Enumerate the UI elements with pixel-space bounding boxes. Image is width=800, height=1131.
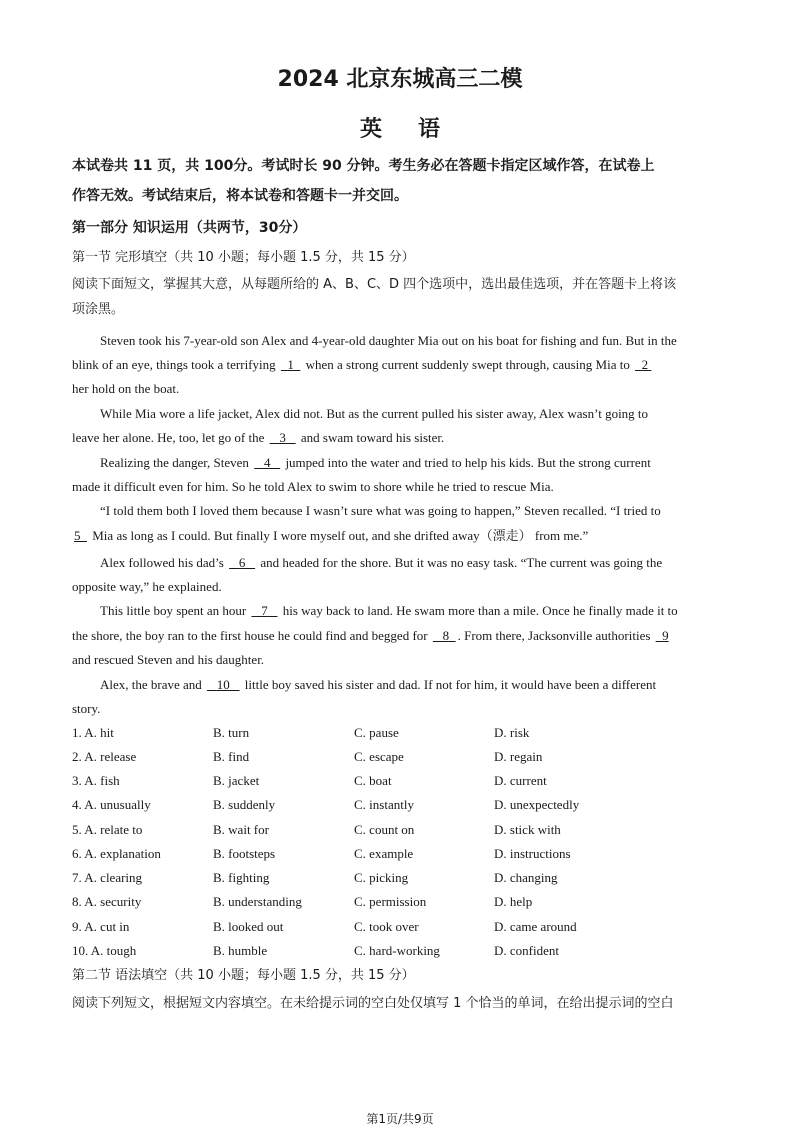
blank-3: 3 <box>279 430 286 445</box>
option-c: C. count on <box>354 822 415 837</box>
option-d: D. changing <box>494 870 558 885</box>
option-d: D. confident <box>494 943 559 958</box>
option-d: D. regain <box>494 749 543 764</box>
option-b: B. turn <box>213 725 250 740</box>
option-c: C. took over <box>354 919 419 934</box>
option-c: C. escape <box>354 749 404 764</box>
option-b: B. humble <box>213 943 268 958</box>
option-b: B. jacket <box>213 773 260 788</box>
option-b: B. suddenly <box>213 797 276 812</box>
passage-p5-line-2: opposite way,” he explained. <box>72 579 222 594</box>
option-c: C. picking <box>354 870 409 885</box>
option-a: 3. A. fish <box>72 773 120 788</box>
option-a: 8. A. security <box>72 894 142 909</box>
passage-p3-line-2: made it difficult even for him. So he told Alex to swim to shore while he tried to rescue Mia. <box>72 479 554 494</box>
passage-text: when a strong current suddenly swept through, causing Mia to <box>302 357 634 372</box>
blank-1: 1 <box>287 357 294 372</box>
blank-4: 4 <box>263 455 271 470</box>
passage-p6-line-3: and rescued Steven and his daughter. <box>72 652 265 667</box>
option-b: B. understanding <box>213 894 302 909</box>
option-c: C. example <box>354 846 414 861</box>
option-b: B. wait for <box>213 822 269 837</box>
passage-text: jumped into the water and tried to help his kids. But the strong current <box>282 455 651 470</box>
option-c: C. permission <box>354 894 427 909</box>
part1-heading: 第一部分 知识运用（共两节，30分） <box>72 220 307 236</box>
option-d: D. risk <box>494 725 530 740</box>
passage-text: and swam toward his sister. <box>297 430 445 445</box>
instructions-line-1: 本试卷共 11 页，共 100分。考试时长 90 分钟。考生务必在答题卡指定区域作答，在试卷上 <box>72 158 655 174</box>
option-a: 4. A. unusually <box>72 797 151 812</box>
passage-p6-line-1 <box>100 603 678 619</box>
option-b: B. footsteps <box>213 846 276 861</box>
passage-p4-line-1: “I told them both I loved them because I wasn’t sure what was going to happen,” Steven recalled. “I tried to <box>100 503 661 518</box>
passage-text: the shore, the boy ran to the first house he could find and begged for <box>72 628 431 643</box>
passage-text: Alex followed his dad’s <box>100 555 228 570</box>
page-title: 2024 北京东城高三二模 <box>277 67 523 92</box>
passage-p1-line-1: Steven took his 7-year-old son Alex and 4-year-old daughter Mia out on his boat for fishing and fun. But in the <box>100 333 677 348</box>
passage-text: This little boy spent an hour <box>100 603 250 618</box>
passage-p7-line-1 <box>100 677 656 693</box>
blank-5: 5 <box>74 528 81 543</box>
blank-10: 10 <box>216 677 230 692</box>
blank-6: 6 <box>238 555 246 570</box>
option-a: 2. A. release <box>72 749 137 764</box>
passage-text: Mia as long as I could. But finally I wore myself out, and she drifted away（漂走） from me.” <box>89 528 589 543</box>
section1-directions-line-2: 项涂黑。 <box>72 302 125 317</box>
passage-p5-line-1 <box>100 555 662 571</box>
option-b: B. find <box>213 749 250 764</box>
option-d: D. stick with <box>494 822 561 837</box>
passage-p1-line-2 <box>72 357 653 373</box>
option-b: B. looked out <box>213 919 284 934</box>
blank-7: 7 <box>261 603 268 618</box>
section2-heading: 第二节 语法填空（共 10 小题；每小题 1.5 分，共 15 分） <box>72 968 415 983</box>
instructions-line-2: 作答无效。考试结束后，将本试卷和答题卡一并交回。 <box>72 188 408 204</box>
option-c: C. boat <box>354 773 392 788</box>
passage-text: Realizing the danger, Steven <box>100 455 253 470</box>
blank-8: 8 <box>442 628 450 643</box>
passage-text: his way back to land. He swam more than a mile. Once he finally made it to <box>279 603 678 618</box>
subject-title: 英语 <box>359 117 476 142</box>
section1-heading: 第一节 完形填空（共 10 小题；每小题 1.5 分，共 15 分） <box>72 250 415 265</box>
option-a: 6. A. explanation <box>72 846 161 861</box>
option-a: 1. A. hit <box>72 725 114 740</box>
passage-p2-line-1: While Mia wore a life jacket, Alex did not. But as the current pulled his sister away, Alex wasn’t going to <box>100 406 649 421</box>
option-c: C. hard-working <box>354 943 440 958</box>
option-d: D. unexpectedly <box>494 797 580 812</box>
section2-directions: 阅读下列短文，根据短文内容填空。在未给提示词的空白处仅填写 1 个恰当的单词，在给出提示词的空白 <box>72 996 674 1011</box>
option-a: 10. A. tough <box>72 943 137 958</box>
option-a: 9. A. cut in <box>72 919 130 934</box>
passage-p6-line-2 <box>72 628 671 644</box>
blank-9: 9 <box>662 628 669 643</box>
passage-p7-line-2: story. <box>72 701 101 716</box>
option-d: D. came around <box>494 919 577 934</box>
option-b: B. fighting <box>213 870 270 885</box>
option-c: C. instantly <box>354 797 414 812</box>
passage-text: . From there, Jacksonville authorities <box>457 628 654 643</box>
option-a: 7. A. clearing <box>72 870 143 885</box>
passage-text: and headed for the shore. But it was no easy task. “The current was going the <box>257 555 663 570</box>
option-d: D. instructions <box>494 846 571 861</box>
passage-p1-line-3: her hold on the boat. <box>72 381 180 396</box>
passage-text: blink of an eye, things took a terrifying <box>72 357 279 372</box>
passage-text: little boy saved his sister and dad. If not for him, it would have been a different <box>241 677 657 692</box>
option-d: D. current <box>494 773 547 788</box>
option-d: D. help <box>494 894 533 909</box>
blank-2: 2 <box>641 357 649 372</box>
section1-directions-line-1: 阅读下面短文，掌握其大意，从每题所给的 A、B、C、D 四个选项中，选出最佳选项，并在答题卡上将该 <box>72 277 677 292</box>
passage-p3-line-1 <box>100 455 651 471</box>
option-a: 5. A. relate to <box>72 822 143 837</box>
passage-p4-line-2 <box>72 528 588 544</box>
passage-text: leave her alone. He, too, let go of the <box>72 430 268 445</box>
option-c: C. pause <box>354 725 399 740</box>
passage-p2-line-2 <box>72 430 444 446</box>
passage-text: Alex, the brave and <box>100 677 206 692</box>
page-number: 第1页/共9页 <box>366 1112 434 1126</box>
